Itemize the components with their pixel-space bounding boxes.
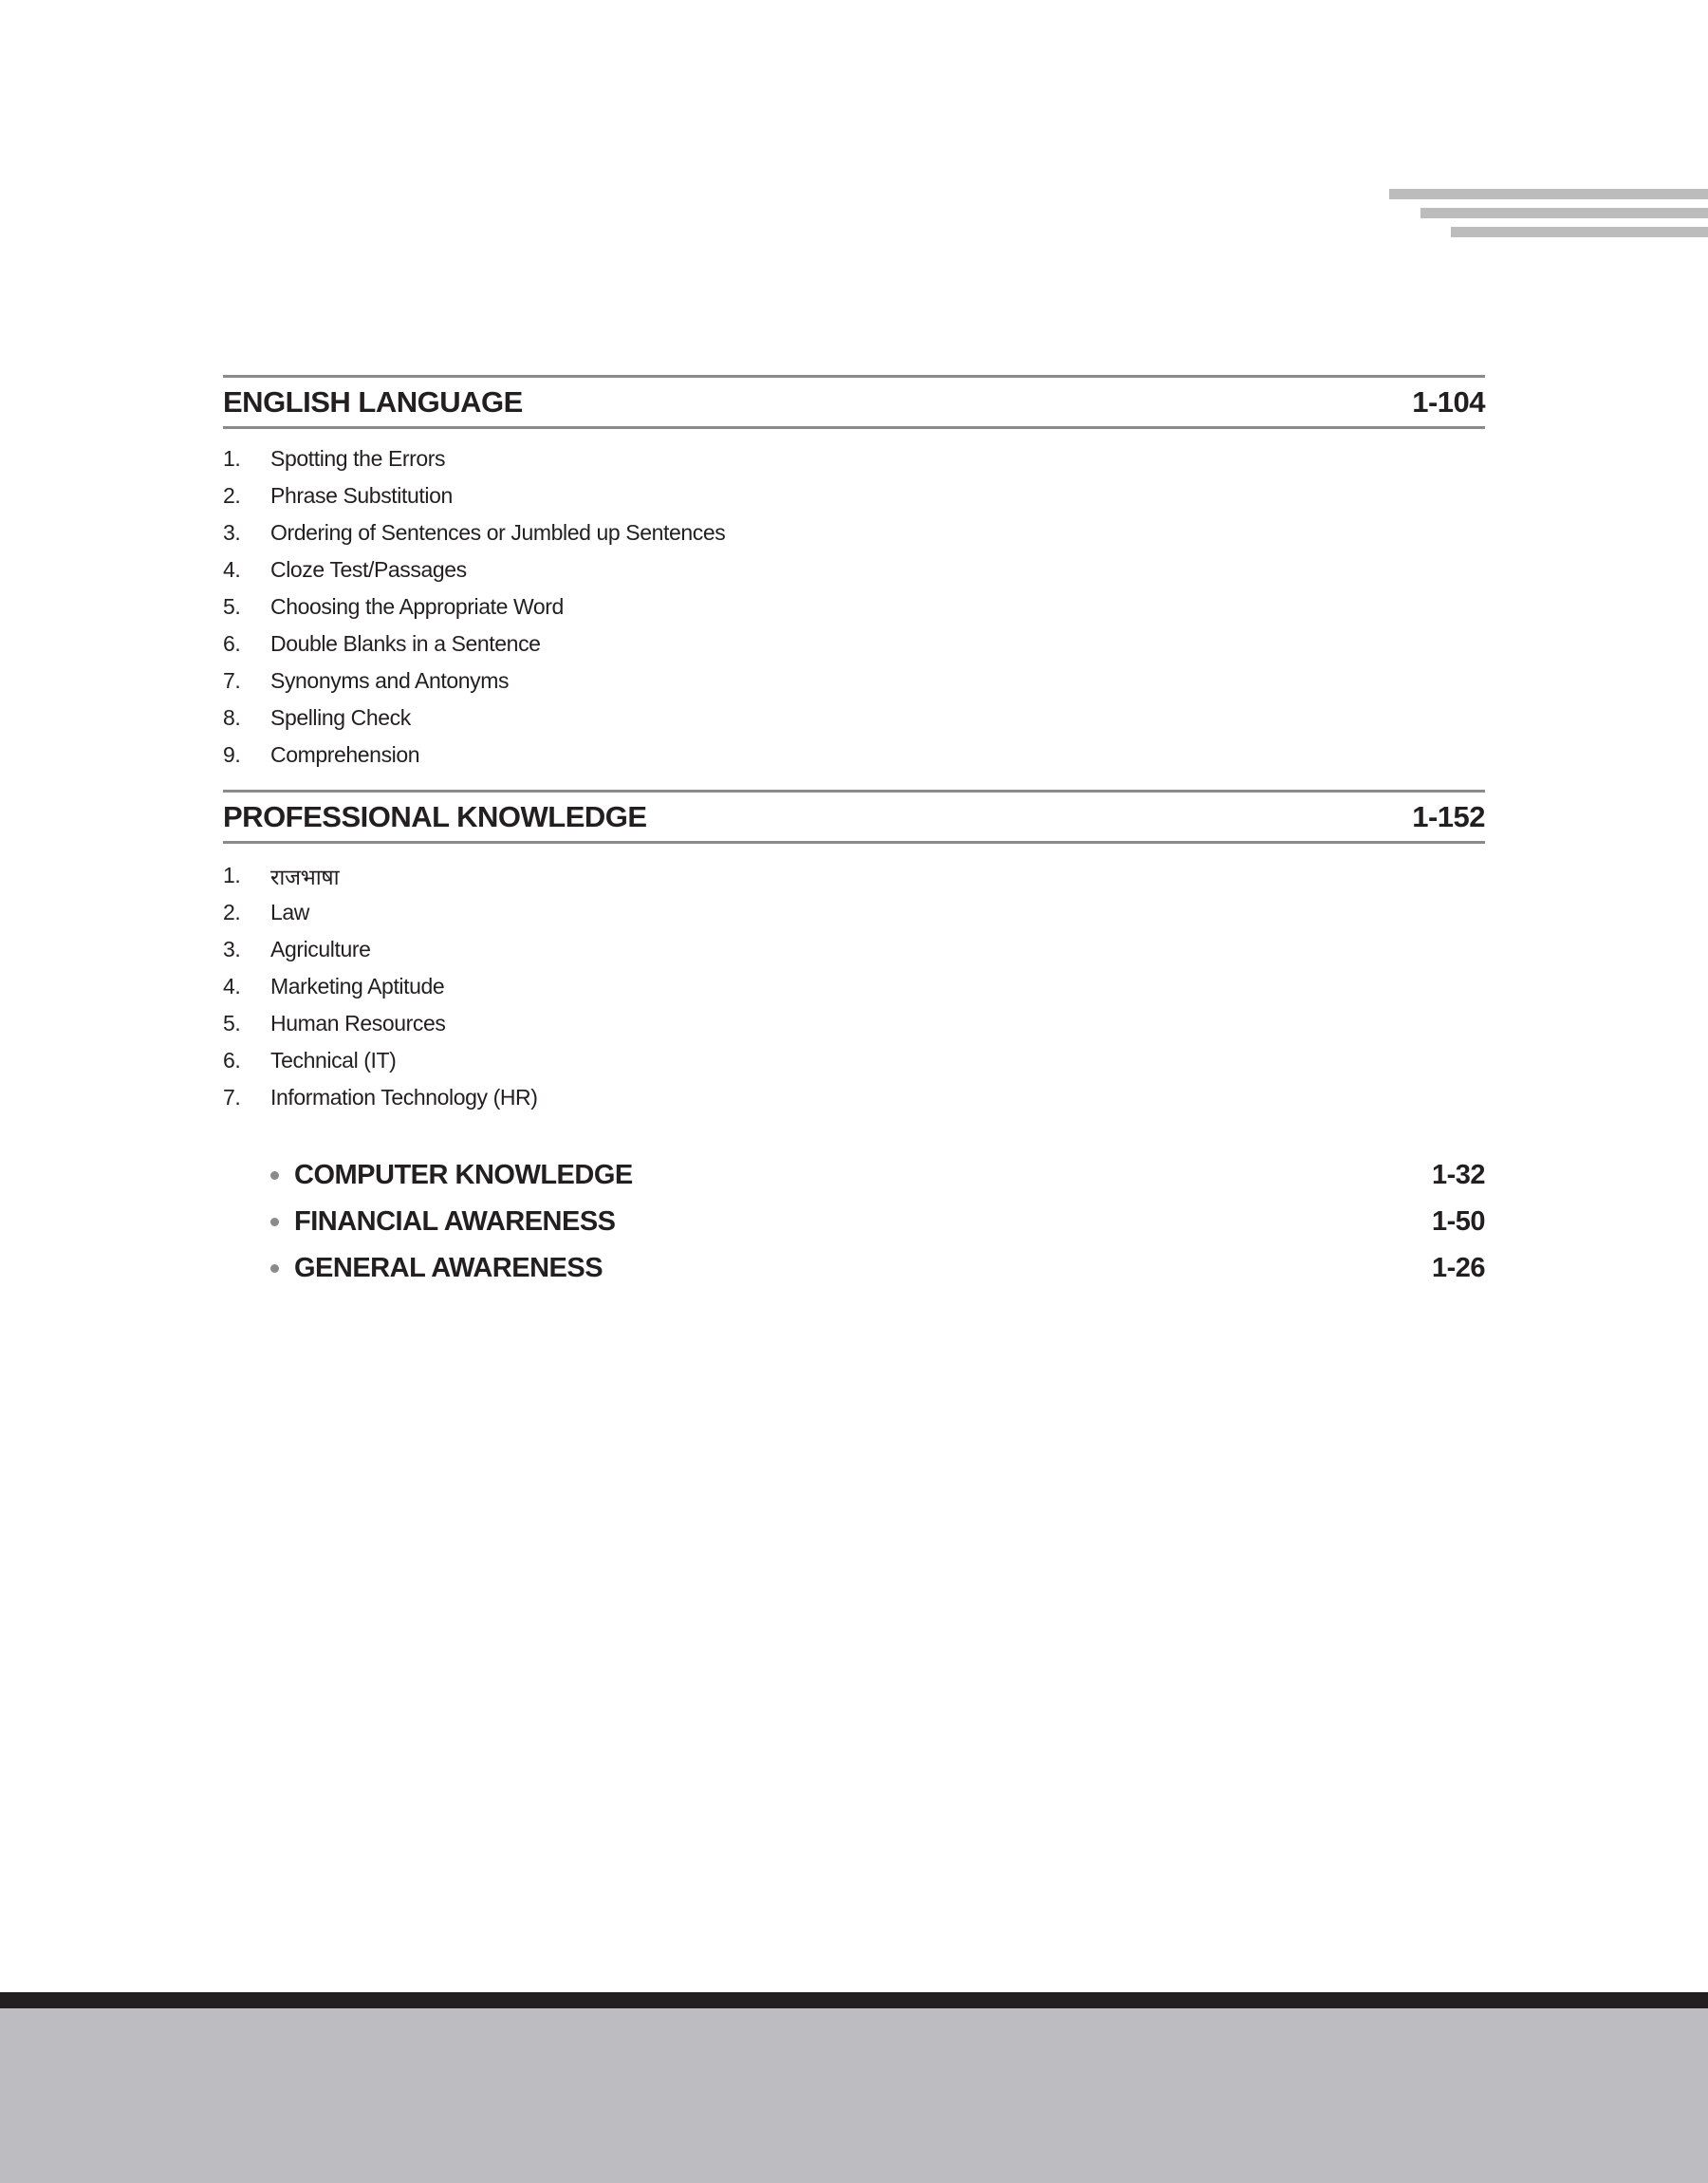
section-heading-professional[interactable] bbox=[223, 790, 1485, 844]
toc-entry[interactable] bbox=[223, 514, 1485, 551]
entry-label: Technical (IT) bbox=[270, 1048, 397, 1073]
footer-dark-band bbox=[0, 1992, 1708, 2008]
entry-number: 5. bbox=[223, 1011, 241, 1036]
toc-entry[interactable] bbox=[223, 440, 1485, 477]
entry-number: 4. bbox=[223, 557, 241, 582]
section-page-range: 1-104 bbox=[1412, 384, 1485, 419]
entry-number: 8. bbox=[223, 705, 241, 730]
entry-number: 1. bbox=[223, 863, 241, 887]
toc-extra-entry[interactable] bbox=[223, 1199, 1485, 1245]
entry-label: Synonyms and Antonyms bbox=[270, 668, 510, 693]
extra-entry-title: COMPUTER KNOWLEDGE bbox=[294, 1160, 633, 1190]
entry-label: Spelling Check bbox=[270, 705, 411, 730]
entry-number: 7. bbox=[223, 668, 241, 693]
decorative-stripe-middle bbox=[1420, 208, 1708, 218]
bullet-icon bbox=[270, 1264, 279, 1273]
entry-label: Comprehension bbox=[270, 742, 420, 767]
extra-entry-left bbox=[223, 1206, 616, 1238]
entry-label: Information Technology (HR) bbox=[270, 1085, 538, 1110]
toc-entry[interactable] bbox=[223, 662, 1485, 700]
entry-number: 2. bbox=[223, 483, 241, 508]
entry-label: Choosing the Appropriate Word bbox=[270, 594, 564, 619]
entry-label: राजभाषा bbox=[270, 864, 340, 889]
toc-extra-entry[interactable] bbox=[223, 1245, 1485, 1292]
section-spacer bbox=[223, 774, 1485, 790]
entry-label: Double Blanks in a Sentence bbox=[270, 631, 541, 656]
entry-label: Phrase Substitution bbox=[270, 483, 453, 508]
entry-number: 7. bbox=[223, 1085, 241, 1110]
decorative-stripe-top bbox=[1389, 189, 1708, 199]
toc-entry[interactable] bbox=[223, 700, 1485, 737]
toc-entry[interactable] bbox=[223, 931, 1485, 968]
entry-label: Ordering of Sentences or Jumbled up Sentences bbox=[270, 520, 726, 545]
toc-entry[interactable] bbox=[223, 1079, 1485, 1116]
extra-entry-pages: 1-26 bbox=[1431, 1253, 1485, 1283]
toc-entry[interactable] bbox=[223, 625, 1485, 662]
toc-entry[interactable] bbox=[223, 1042, 1485, 1079]
entry-number: 9. bbox=[223, 742, 241, 767]
toc-entry[interactable] bbox=[223, 968, 1485, 1005]
entry-number: 6. bbox=[223, 631, 241, 656]
section-heading-english[interactable] bbox=[223, 375, 1485, 429]
section-title: PROFESSIONAL KNOWLEDGE bbox=[223, 799, 647, 833]
toc-entry[interactable] bbox=[223, 1005, 1485, 1042]
professional-topic-list bbox=[223, 857, 1485, 1116]
entry-label: Marketing Aptitude bbox=[270, 974, 445, 998]
toc-entry[interactable] bbox=[223, 551, 1485, 588]
entry-number: 2. bbox=[223, 900, 241, 924]
entry-label: Law bbox=[270, 900, 309, 924]
entry-number: 6. bbox=[223, 1048, 241, 1073]
entry-label: Cloze Test/Passages bbox=[270, 557, 467, 582]
entry-number: 3. bbox=[223, 520, 241, 545]
toc-entry[interactable] bbox=[223, 477, 1485, 514]
toc-entry[interactable] bbox=[223, 737, 1485, 774]
toc-entry[interactable] bbox=[223, 857, 1485, 894]
additional-sections-list bbox=[223, 1152, 1485, 1292]
extra-entry-left bbox=[223, 1160, 633, 1191]
entry-number: 4. bbox=[223, 974, 241, 998]
extra-entry-pages: 1-50 bbox=[1431, 1206, 1485, 1237]
toc-entry[interactable] bbox=[223, 588, 1485, 625]
toc-extra-entry[interactable] bbox=[223, 1152, 1485, 1199]
bullet-icon bbox=[270, 1171, 279, 1180]
english-topic-list bbox=[223, 440, 1485, 774]
decorative-stripe-bottom bbox=[1451, 227, 1708, 237]
entry-label: Agriculture bbox=[270, 937, 371, 961]
entry-number: 1. bbox=[223, 446, 241, 471]
bullet-icon bbox=[270, 1218, 279, 1226]
extra-entry-title: GENERAL AWARENESS bbox=[294, 1253, 603, 1283]
extra-entry-left bbox=[223, 1253, 603, 1284]
section-page-range: 1-152 bbox=[1412, 799, 1485, 833]
extra-entry-title: FINANCIAL AWARENESS bbox=[294, 1206, 616, 1237]
entry-label: Spotting the Errors bbox=[270, 446, 446, 471]
entry-number: 3. bbox=[223, 937, 241, 961]
entry-number: 5. bbox=[223, 594, 241, 619]
toc-entry[interactable] bbox=[223, 894, 1485, 931]
entry-label: Human Resources bbox=[270, 1011, 446, 1036]
extra-entry-pages: 1-32 bbox=[1431, 1160, 1485, 1190]
footer-grey-band bbox=[0, 2008, 1708, 2183]
table-of-contents bbox=[223, 375, 1485, 1292]
section-title: ENGLISH LANGUAGE bbox=[223, 384, 523, 419]
